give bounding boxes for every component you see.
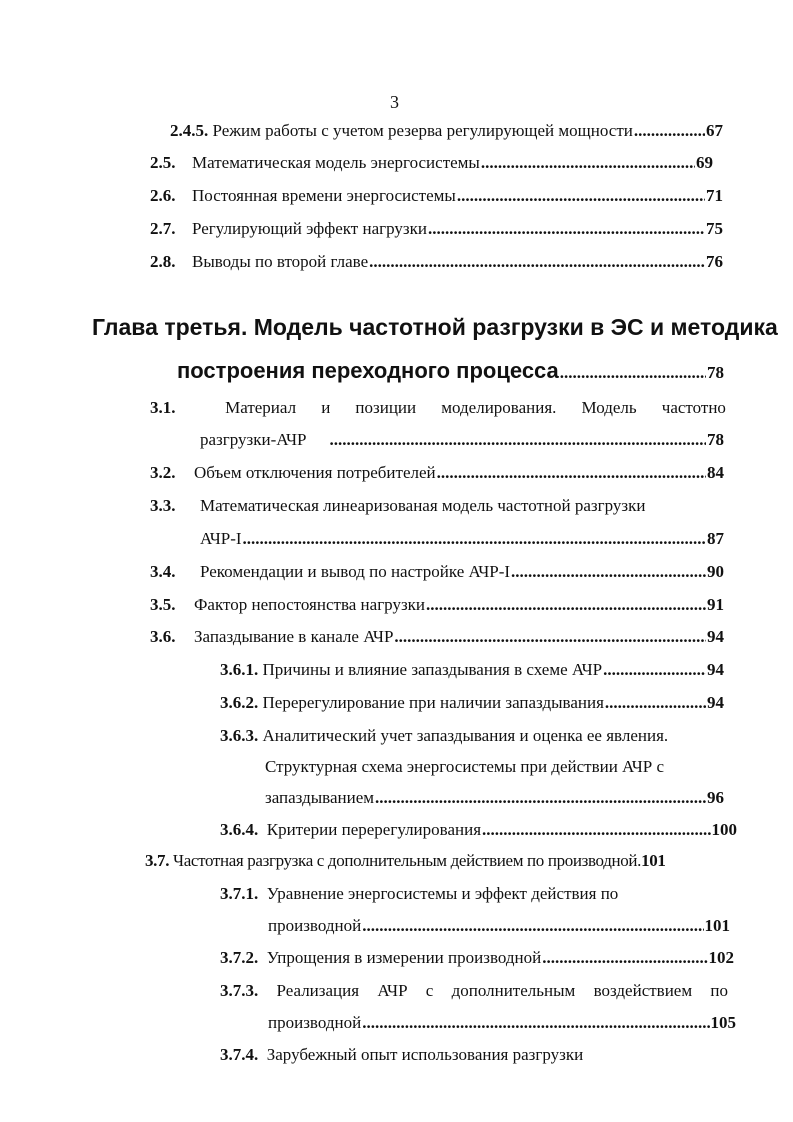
page-number: 3 bbox=[390, 92, 399, 112]
entry-number: 2.8. bbox=[150, 252, 176, 271]
entry-number: 3.6.4. bbox=[220, 820, 259, 839]
entry-page: 67 bbox=[706, 121, 723, 140]
entry-number: 3.6.2. bbox=[220, 693, 259, 712]
entry-page: 76 bbox=[706, 252, 723, 271]
entry-title: Объем отключения потребителей bbox=[194, 463, 436, 482]
chapter-heading-line1: Глава третья. Модель частотной разгрузки в ЭС и методика bbox=[92, 314, 778, 340]
entry-number: 3.5. bbox=[150, 595, 176, 614]
toc-entry-3-6-3-line2: Структурная схема энергосистемы при действии АЧР с bbox=[265, 757, 665, 776]
entry-number: 2.4.5. bbox=[170, 121, 209, 140]
entry-page: 69 bbox=[696, 153, 713, 172]
entry-page: 90 bbox=[707, 562, 724, 581]
toc-entry-3-4[interactable] bbox=[150, 562, 724, 582]
entry-title: Постоянная времени энергосистемы bbox=[192, 186, 456, 205]
entry-page: 91 bbox=[707, 595, 724, 614]
toc-entry-2-4-5[interactable] bbox=[170, 121, 723, 141]
entry-title: Критерии перерегулирования bbox=[266, 820, 482, 839]
entry-title-cont: производной bbox=[268, 1013, 362, 1032]
toc-entry-3-7[interactable] bbox=[145, 851, 666, 871]
entry-number: 3.7.1. bbox=[220, 884, 259, 903]
toc-entry-3-7-1-line2[interactable] bbox=[268, 916, 730, 936]
leader-dots bbox=[560, 363, 706, 383]
leader-dots bbox=[634, 121, 705, 141]
entry-number: 3.6. bbox=[150, 627, 176, 646]
entry-number: 3.7.2. bbox=[220, 948, 259, 967]
leader-dots bbox=[369, 252, 705, 272]
leader-dots bbox=[426, 595, 706, 615]
entry-page: 96 bbox=[707, 788, 724, 807]
entry-title: Фактор непостоянства нагрузки bbox=[194, 595, 426, 614]
entry-title: Математическая модель энергосистемы bbox=[192, 153, 480, 172]
leader-dots bbox=[428, 219, 705, 239]
entry-number: 3.2. bbox=[150, 463, 176, 482]
entry-title: Запаздывание в канале АЧР bbox=[194, 627, 394, 646]
leader-dots bbox=[511, 562, 706, 582]
leader-dots bbox=[329, 430, 706, 450]
entry-title: Причины и влияние запаздывания в схеме АЧР bbox=[262, 660, 603, 679]
leader-dots bbox=[542, 948, 707, 968]
entry-number: 3.7.4. bbox=[220, 1045, 259, 1064]
leader-dots bbox=[437, 463, 706, 483]
entry-page: 105 bbox=[710, 1013, 736, 1032]
chapter-title: построения переходного процесса bbox=[177, 358, 559, 383]
entry-page: 87 bbox=[707, 529, 724, 548]
entry-word: воздействием bbox=[593, 981, 693, 1000]
entry-page: 100 bbox=[711, 820, 737, 839]
toc-entry-2-8[interactable] bbox=[150, 252, 723, 272]
leader-dots bbox=[603, 660, 706, 680]
entry-title: Аналитический учет запаздывания и оценка ее явления. bbox=[262, 726, 669, 745]
entry-word: Реализация bbox=[276, 981, 360, 1000]
toc-entry-3-7-2[interactable] bbox=[220, 948, 734, 968]
toc-entry-3-1-line1[interactable] bbox=[150, 398, 726, 418]
entry-word: АЧР bbox=[377, 981, 408, 1000]
toc-entry-3-6-3-line3[interactable] bbox=[265, 788, 724, 808]
leader-dots bbox=[394, 627, 706, 647]
entry-page: 94 bbox=[707, 693, 724, 712]
entry-word: по bbox=[710, 981, 728, 1000]
toc-entry-3-2[interactable] bbox=[150, 463, 724, 483]
toc-entry-3-7-3-line1[interactable] bbox=[220, 981, 728, 1001]
entry-title: Выводы по второй главе bbox=[192, 252, 369, 271]
entry-page: 75 bbox=[706, 219, 723, 238]
entry-title: Рекомендации и вывод по настройке АЧР-I bbox=[200, 562, 511, 581]
leader-dots bbox=[457, 186, 705, 206]
entry-page: 102 bbox=[708, 948, 734, 967]
entry-page: 101 bbox=[704, 916, 730, 935]
toc-entry-3-3-line1[interactable] bbox=[150, 496, 645, 516]
entry-page: 71 bbox=[706, 186, 723, 205]
toc-entry-3-6-3-line1[interactable] bbox=[220, 726, 668, 746]
entry-title: Регулирующий эффект нагрузки bbox=[192, 219, 427, 238]
entry-word: дополнительным bbox=[451, 981, 576, 1000]
entry-page: 94 bbox=[707, 627, 724, 646]
toc-entry-3-7-3-line2[interactable] bbox=[268, 1013, 736, 1033]
entry-word: моделирования. bbox=[441, 398, 557, 417]
entry-page: 84 bbox=[707, 463, 724, 482]
entry-title: Зарубежный опыт использования разгрузки bbox=[266, 1045, 584, 1064]
toc-entry-3-3-line2[interactable] bbox=[200, 529, 724, 549]
entry-number: 2.7. bbox=[150, 219, 176, 238]
toc-entry-3-7-4[interactable] bbox=[220, 1045, 583, 1065]
entry-title: Режим работы с учетом резерва регулирующей мощности bbox=[212, 121, 633, 140]
entry-number: 3.6.1. bbox=[220, 660, 259, 679]
chapter-page: 78 bbox=[707, 363, 724, 382]
entry-title-cont: производной bbox=[268, 916, 362, 935]
entry-number: 3.7. bbox=[145, 851, 170, 870]
leader-dots bbox=[375, 788, 706, 808]
toc-entry-3-1-line2[interactable] bbox=[200, 430, 724, 450]
toc-entry-3-6[interactable] bbox=[150, 627, 724, 647]
entry-page: 94 bbox=[707, 660, 724, 679]
entry-title-cont: АЧР-I bbox=[200, 529, 242, 548]
entry-title: разгрузки-АЧР bbox=[200, 430, 307, 449]
leader-dots bbox=[362, 1013, 709, 1033]
entry-title-cont: запаздыванием bbox=[265, 788, 375, 807]
toc-entry-2-5[interactable] bbox=[150, 153, 713, 173]
entry-title: Упрощения в измерении производной bbox=[266, 948, 542, 967]
toc-entry-3-5[interactable] bbox=[150, 595, 724, 615]
entry-number: 3.4. bbox=[150, 562, 176, 581]
entry-title: Перерегулирование при наличии запаздывания bbox=[262, 693, 604, 712]
entry-word: частотно bbox=[661, 398, 726, 417]
leader-dots bbox=[481, 153, 695, 173]
leader-dots bbox=[243, 529, 706, 549]
entry-number: 3.6.3. bbox=[220, 726, 259, 745]
entry-number: 2.5. bbox=[150, 153, 176, 172]
toc-entry-3-6-1[interactable] bbox=[220, 660, 724, 680]
entry-word: с bbox=[425, 981, 434, 1000]
entry-word: Материал bbox=[225, 398, 297, 417]
entry-title: Математическая линеаризованая модель частотной разгрузки bbox=[200, 496, 646, 515]
toc-entry-2-6[interactable] bbox=[150, 186, 723, 206]
toc-entry-3-6-4[interactable] bbox=[220, 820, 737, 840]
entry-word: и bbox=[321, 398, 331, 417]
chapter-heading-line2[interactable] bbox=[177, 358, 724, 384]
leader-dots bbox=[362, 916, 703, 936]
leader-dots bbox=[482, 820, 710, 840]
entry-number: 3.7.3. bbox=[220, 981, 259, 1000]
toc-entry-3-7-1-line1[interactable] bbox=[220, 884, 618, 904]
entry-number: 3.3. bbox=[150, 496, 176, 515]
entry-word: позиции bbox=[355, 398, 417, 417]
entry-title: Частотная разгрузка с дополнительным действием по производной. bbox=[173, 851, 642, 870]
toc-entry-2-7[interactable] bbox=[150, 219, 723, 239]
entry-number: 3.1. bbox=[150, 398, 176, 417]
entry-number: 2.6. bbox=[150, 186, 176, 205]
toc-entry-3-6-2[interactable] bbox=[220, 693, 724, 713]
entry-page: 78 bbox=[707, 430, 724, 449]
entry-page: 101 bbox=[641, 851, 666, 870]
entry-title: Уравнение энергосистемы и эффект действия по bbox=[266, 884, 619, 903]
entry-word: Модель bbox=[581, 398, 637, 417]
leader-dots bbox=[605, 693, 706, 713]
